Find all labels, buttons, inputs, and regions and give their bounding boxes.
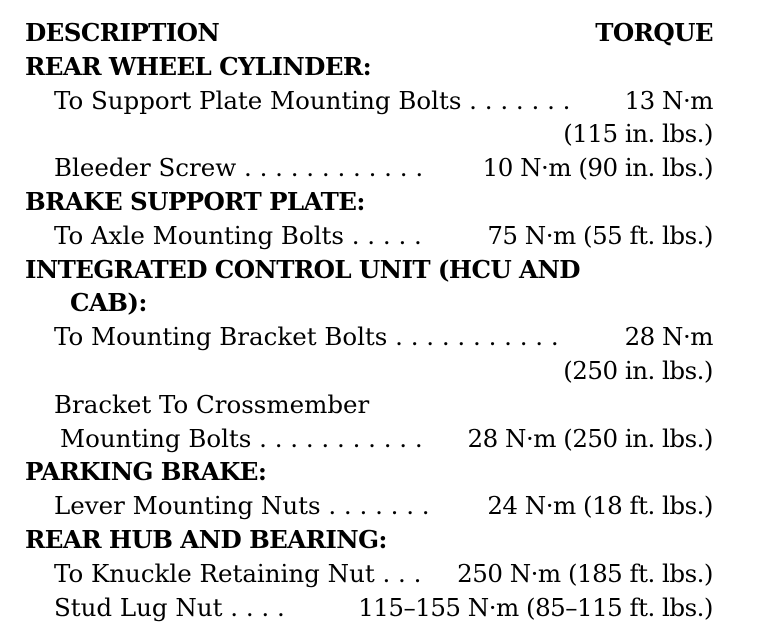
section-heading-text: CAB): <box>70 288 147 318</box>
section-heading <box>25 523 713 557</box>
spec-torque: (250 in. lbs.) <box>563 355 713 385</box>
spec-description: Stud Lug Nut . . . . <box>54 592 285 622</box>
section-heading <box>25 455 713 489</box>
spec-row <box>25 151 713 185</box>
spec-torque: 13 N·m <box>624 85 713 115</box>
spec-torque: (115 in. lbs.) <box>563 119 713 149</box>
section-heading <box>25 253 713 287</box>
spec-description: Bleeder Screw . . . . . . . . . . . . <box>54 153 424 183</box>
torque-spec-table <box>25 16 713 624</box>
spec-row-continuation <box>25 354 713 388</box>
spec-row <box>25 219 713 253</box>
spec-torque: 24 N·m (18 ft. lbs.) <box>487 491 713 521</box>
spec-description: Lever Mounting Nuts . . . . . . . <box>54 491 430 521</box>
spec-description: To Support Plate Mounting Bolts . . . . . . . <box>54 85 571 115</box>
section-heading <box>25 50 713 84</box>
section-heading-text: PARKING BRAKE: <box>25 457 267 487</box>
spec-description: Mounting Bolts . . . . . . . . . . . <box>60 423 423 453</box>
spec-description: Bracket To Crossmember <box>54 389 370 419</box>
spec-torque: 28 N·m (250 in. lbs.) <box>467 423 713 453</box>
spec-row-continuation <box>25 422 713 456</box>
torque-column-header: TORQUE <box>595 18 713 47</box>
spec-row <box>25 388 713 422</box>
table-header <box>25 16 713 50</box>
spec-description: To Mounting Bracket Bolts . . . . . . . . . . . <box>54 322 559 352</box>
spec-row-continuation <box>25 117 713 151</box>
description-column-header: DESCRIPTION <box>25 18 220 47</box>
spec-description: To Axle Mounting Bolts . . . . . <box>54 220 422 250</box>
spec-torque: 250 N·m (185 ft. lbs.) <box>457 558 713 588</box>
spec-description: To Knuckle Retaining Nut . . . <box>54 558 422 588</box>
section-heading-text: REAR WHEEL CYLINDER: <box>25 51 372 81</box>
section-heading-text: BRAKE SUPPORT PLATE: <box>25 186 365 216</box>
spec-row <box>25 320 713 354</box>
spec-row <box>25 557 713 591</box>
spec-row <box>25 591 713 625</box>
spec-row <box>25 84 713 118</box>
section-heading <box>25 185 713 219</box>
spec-row <box>25 489 713 523</box>
spec-torque: 75 N·m (55 ft. lbs.) <box>487 220 713 250</box>
spec-torque: 10 N·m (90 in. lbs.) <box>482 153 713 183</box>
section-heading-text: INTEGRATED CONTROL UNIT (HCU AND <box>25 254 580 284</box>
spec-torque: 115–155 N·m (85–115 ft. lbs.) <box>358 592 713 622</box>
section-heading-continuation <box>25 286 713 320</box>
section-heading-text: REAR HUB AND BEARING: <box>25 524 387 554</box>
spec-torque: 28 N·m <box>624 322 713 352</box>
